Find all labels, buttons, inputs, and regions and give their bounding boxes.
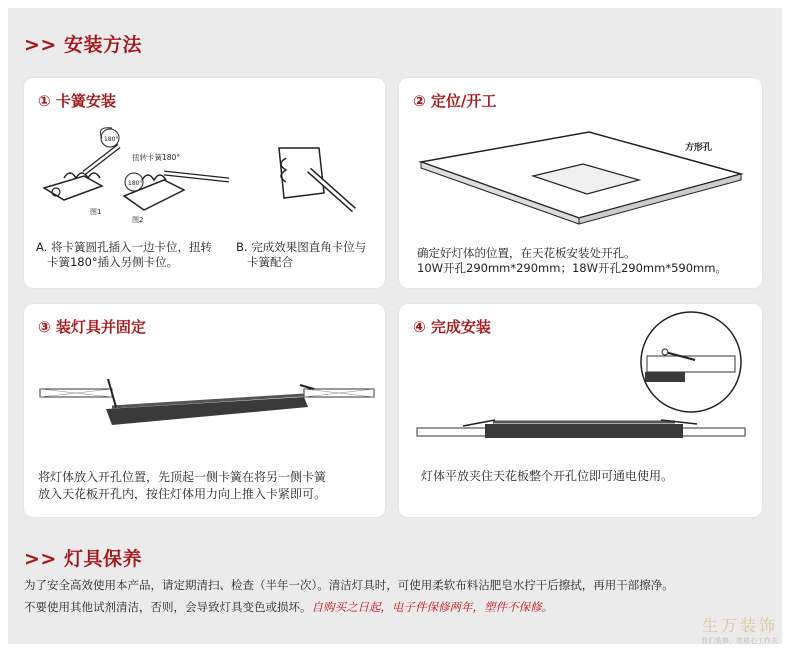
install-fixture-illustration <box>24 359 385 449</box>
ceiling-hole-illustration <box>399 118 762 228</box>
step1-card <box>24 78 385 288</box>
step4-title: ④ 完成安装 <box>413 318 491 336</box>
install-section-title: >> 安装方法 <box>24 34 142 56</box>
watermark <box>701 613 778 646</box>
step3-caption: 将灯体放入开孔位置，先顶起一侧卡簧在将另一侧卡簧 放入天花板开孔内，按住灯体用力向上推入卡紧即可。 <box>38 470 327 501</box>
step1-title: ① 卡簧安装 <box>38 92 116 110</box>
watermark-title: 生万装饰 <box>701 616 778 635</box>
step4-card <box>399 304 762 517</box>
warranty-note: 自购买之日起，电子件保修两年，塑件不保修。 <box>311 600 553 614</box>
fig2-label: 图2 <box>132 216 144 224</box>
step2-title: ② 定位/开工 <box>413 92 497 110</box>
care-section-title: >> 灯具保养 <box>24 548 142 570</box>
angle-label-2: 180° <box>128 180 143 187</box>
spring-clip-illustration <box>24 118 385 238</box>
step2-card <box>399 78 762 288</box>
step1-caption-a: A. 将卡簧圆孔插入一边卡位，扭转 卡簧180°插入另侧卡位。 <box>36 240 212 269</box>
care-line1: 为了安全高效使用本产品，请定期清扫、检查（半年一次）。清洁灯具时，可使用柔软布料沾肥皂水拧干后擦拭，再用干部擦净。 <box>24 578 674 592</box>
step1-caption-b: B. 完成效果图直角卡位与 卡簧配合 <box>236 240 367 269</box>
care-line2-normal: 不要使用其他试剂清洁，否则，会导致灯具变色或损坏。 <box>24 600 312 614</box>
angle-label-1: 180° <box>104 136 119 143</box>
twist-label: 扭转卡簧180° <box>132 153 181 162</box>
step4-caption: 灯体平放夹住天花板整个开孔位即可通电使用。 <box>421 469 674 483</box>
completed-installation-illustration <box>399 304 762 454</box>
step3-title: ③ 装灯具并固定 <box>38 318 146 336</box>
care-line2 <box>24 599 553 615</box>
watermark-slogan: 我们装修，您放心工作去 <box>701 637 778 645</box>
step2-caption: 确定好灯体的位置，在天花板安装处开孔。 10W开孔290mm*290mm；18W开孔290mm*590mm。 <box>417 246 727 275</box>
square-hole-label: 方形孔 <box>685 143 713 153</box>
fig1-label: 图1 <box>90 208 102 216</box>
step3-card <box>24 304 385 517</box>
